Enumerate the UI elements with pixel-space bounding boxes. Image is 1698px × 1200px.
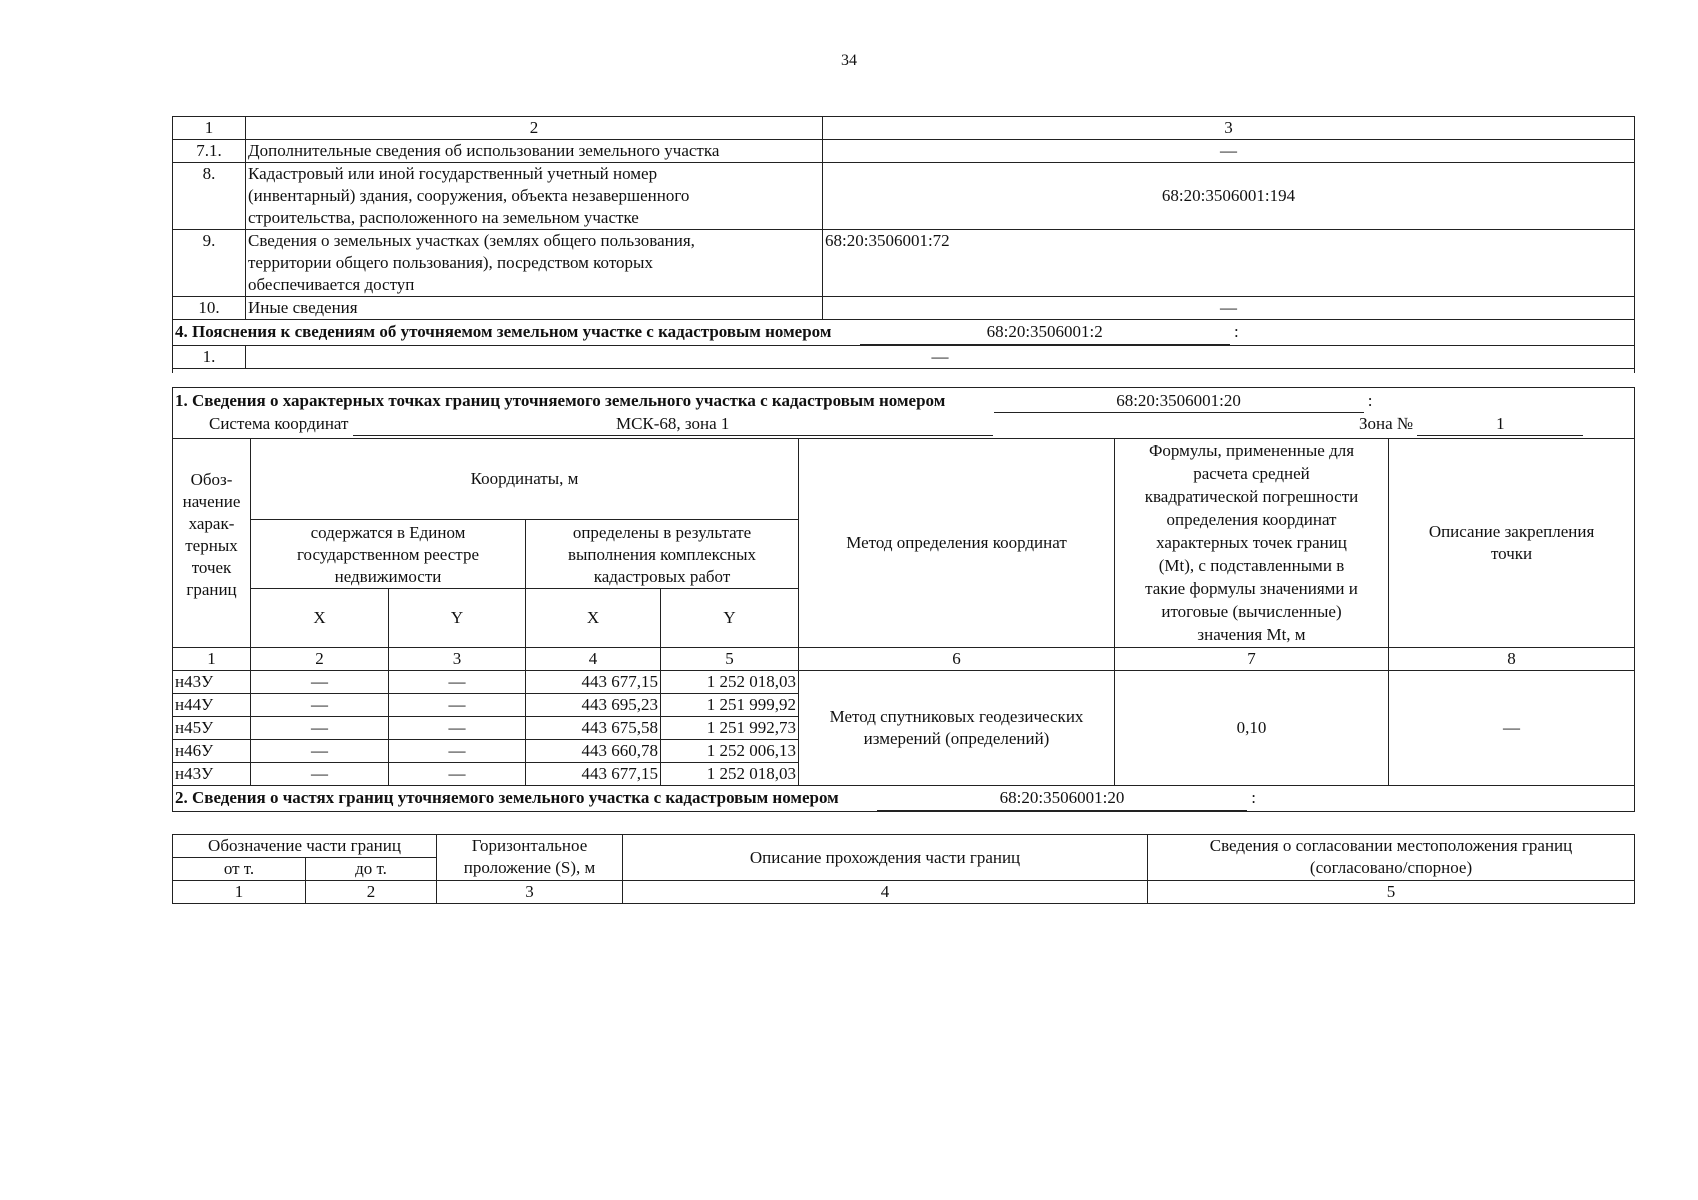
coord-system-label: Система координат bbox=[209, 414, 349, 433]
designation-header: Обозначение части границ bbox=[173, 835, 437, 858]
col-number: 5 bbox=[1148, 881, 1635, 904]
point-x-egrn: — bbox=[251, 694, 389, 717]
description-header: Описание прохождения части границ bbox=[623, 835, 1148, 881]
y-header: Y bbox=[661, 589, 799, 648]
page-number: 34 bbox=[841, 52, 857, 69]
info-row bbox=[173, 297, 1635, 320]
from-header: от т. bbox=[173, 858, 306, 881]
row-value: — bbox=[246, 346, 1635, 369]
info-row bbox=[173, 163, 1635, 230]
x-header: X bbox=[526, 589, 661, 648]
horizontal-header: Горизонтальное проложение (S), м bbox=[437, 835, 623, 881]
section4-title-row bbox=[173, 320, 1635, 346]
info-row bbox=[173, 230, 1635, 297]
col-number: 4 bbox=[526, 648, 661, 671]
col-number: 4 bbox=[623, 881, 1148, 904]
col-number: 2 bbox=[246, 117, 823, 140]
row-value: 68:20:3506001:194 bbox=[823, 163, 1635, 230]
points-colnum-row bbox=[173, 648, 1635, 671]
row-name: Иные сведения bbox=[246, 297, 823, 320]
zone-label: Зона № bbox=[1358, 414, 1414, 433]
row-number: 8. bbox=[173, 163, 246, 230]
point-y: 1 252 018,03 bbox=[661, 763, 799, 786]
point-y: 1 252 006,13 bbox=[661, 740, 799, 763]
col-number: 3 bbox=[389, 648, 526, 671]
point-x: 443 677,15 bbox=[526, 763, 661, 786]
row-name: Кадастровый или иной государственный учетный номер (инвентарный) здания, сооружения, объекта незавершенного строительства, расположенного на земельном участке bbox=[246, 163, 823, 230]
y-header: Y bbox=[389, 589, 526, 648]
point-y-egrn: — bbox=[389, 717, 526, 740]
col-number: 3 bbox=[823, 117, 1635, 140]
point-x: 443 675,58 bbox=[526, 717, 661, 740]
point-name: н43У bbox=[173, 763, 251, 786]
parts-title: 2. Сведения о частях границ уточняемого земельного участка с кадастровым номером 68:20:3506001:20 : bbox=[173, 786, 1635, 812]
row-name: Дополнительные сведения об использовании земельного участка bbox=[246, 140, 823, 163]
point-x: 443 695,23 bbox=[526, 694, 661, 717]
formulas-header: Формулы, примененные для расчета средней квадратической погрешности определения координат характерных точек границ (Mt), с подставленными в такие формулы значениями и итоговые (вычисленные) значения Mt, м bbox=[1115, 439, 1389, 648]
info-table bbox=[172, 116, 1635, 373]
row-number: 7.1. bbox=[173, 140, 246, 163]
row-number: 10. bbox=[173, 297, 246, 320]
row-number: 9. bbox=[173, 230, 246, 297]
zone-number: 1 bbox=[1417, 413, 1583, 436]
parts-table bbox=[172, 834, 1635, 904]
fixing-value: — bbox=[1389, 671, 1635, 786]
point-x: 443 660,78 bbox=[526, 740, 661, 763]
col-number: 2 bbox=[251, 648, 389, 671]
fixing-header: Описание закрепления точки bbox=[1389, 439, 1635, 648]
section4-title: 4. Пояснения к сведениям об уточняемом земельном участке с кадастровым номером 68:20:3506001:2 : bbox=[173, 320, 1635, 346]
points-cadastral: 68:20:3506001:20 bbox=[994, 390, 1364, 413]
row-name: Сведения о земельных участках (землях общего пользования, территории общего пользования), посредством которых обеспечивается доступ bbox=[246, 230, 823, 297]
designation-header: Обоз- начение харак- терных точек границ bbox=[173, 439, 251, 648]
col-number: 7 bbox=[1115, 648, 1389, 671]
point-name: н46У bbox=[173, 740, 251, 763]
points-header-row bbox=[173, 439, 1635, 520]
row-value: 68:20:3506001:72 bbox=[823, 230, 1635, 297]
col-number: 5 bbox=[661, 648, 799, 671]
to-header: до т. bbox=[306, 858, 437, 881]
point-y-egrn: — bbox=[389, 694, 526, 717]
point-y-egrn: — bbox=[389, 671, 526, 694]
section4-cadastral: 68:20:3506001:2 bbox=[860, 320, 1230, 345]
col-number: 1 bbox=[173, 117, 246, 140]
points-title-row bbox=[173, 388, 1635, 439]
method-value: Метод спутниковых геодезических измерений (определений) bbox=[799, 671, 1115, 786]
point-name: н43У bbox=[173, 671, 251, 694]
col-number: 3 bbox=[437, 881, 623, 904]
method-header: Метод определения координат bbox=[799, 439, 1115, 648]
mt-value: 0,10 bbox=[1115, 671, 1389, 786]
col-number: 1 bbox=[173, 648, 251, 671]
point-name: н45У bbox=[173, 717, 251, 740]
kkr-header: определены в результате выполнения комплексных кадастровых работ bbox=[526, 520, 799, 589]
agreement-header: Сведения о согласовании местоположения границ (согласовано/спорное) bbox=[1148, 835, 1635, 881]
point-x-egrn: — bbox=[251, 671, 389, 694]
col-number: 1 bbox=[173, 881, 306, 904]
x-header: X bbox=[251, 589, 389, 648]
parts-header-row bbox=[173, 835, 1635, 858]
point-x-egrn: — bbox=[251, 763, 389, 786]
row-number: 1. bbox=[173, 346, 246, 369]
col-number: 8 bbox=[1389, 648, 1635, 671]
point-x: 443 677,15 bbox=[526, 671, 661, 694]
info-row bbox=[173, 140, 1635, 163]
point-y: 1 251 992,73 bbox=[661, 717, 799, 740]
point-y: 1 252 018,03 bbox=[661, 671, 799, 694]
section4-row bbox=[173, 346, 1635, 369]
point-row bbox=[173, 671, 1635, 694]
parts-colnum-row bbox=[173, 881, 1635, 904]
row-value: — bbox=[823, 140, 1635, 163]
col-number: 6 bbox=[799, 648, 1115, 671]
parts-cadastral: 68:20:3506001:20 bbox=[877, 786, 1247, 811]
info-header-row bbox=[173, 117, 1635, 140]
col-number: 2 bbox=[306, 881, 437, 904]
coordinates-header: Координаты, м bbox=[251, 439, 799, 520]
point-x-egrn: — bbox=[251, 740, 389, 763]
points-title: 1. Сведения о характерных точках границ уточняемого земельного участка с кадастровым номером 68:20:3506001:20 : Система координат МСК-68, зона 1 Зона № 1 bbox=[173, 388, 1635, 439]
egrn-header: содержатся в Едином государственном реестре недвижимости bbox=[251, 520, 526, 589]
points-table bbox=[172, 387, 1635, 812]
parts-title-row bbox=[173, 786, 1635, 812]
point-y-egrn: — bbox=[389, 740, 526, 763]
row-value: — bbox=[823, 297, 1635, 320]
coord-system: МСК-68, зона 1 bbox=[353, 413, 993, 436]
point-y: 1 251 999,92 bbox=[661, 694, 799, 717]
point-x-egrn: — bbox=[251, 717, 389, 740]
point-y-egrn: — bbox=[389, 763, 526, 786]
point-name: н44У bbox=[173, 694, 251, 717]
